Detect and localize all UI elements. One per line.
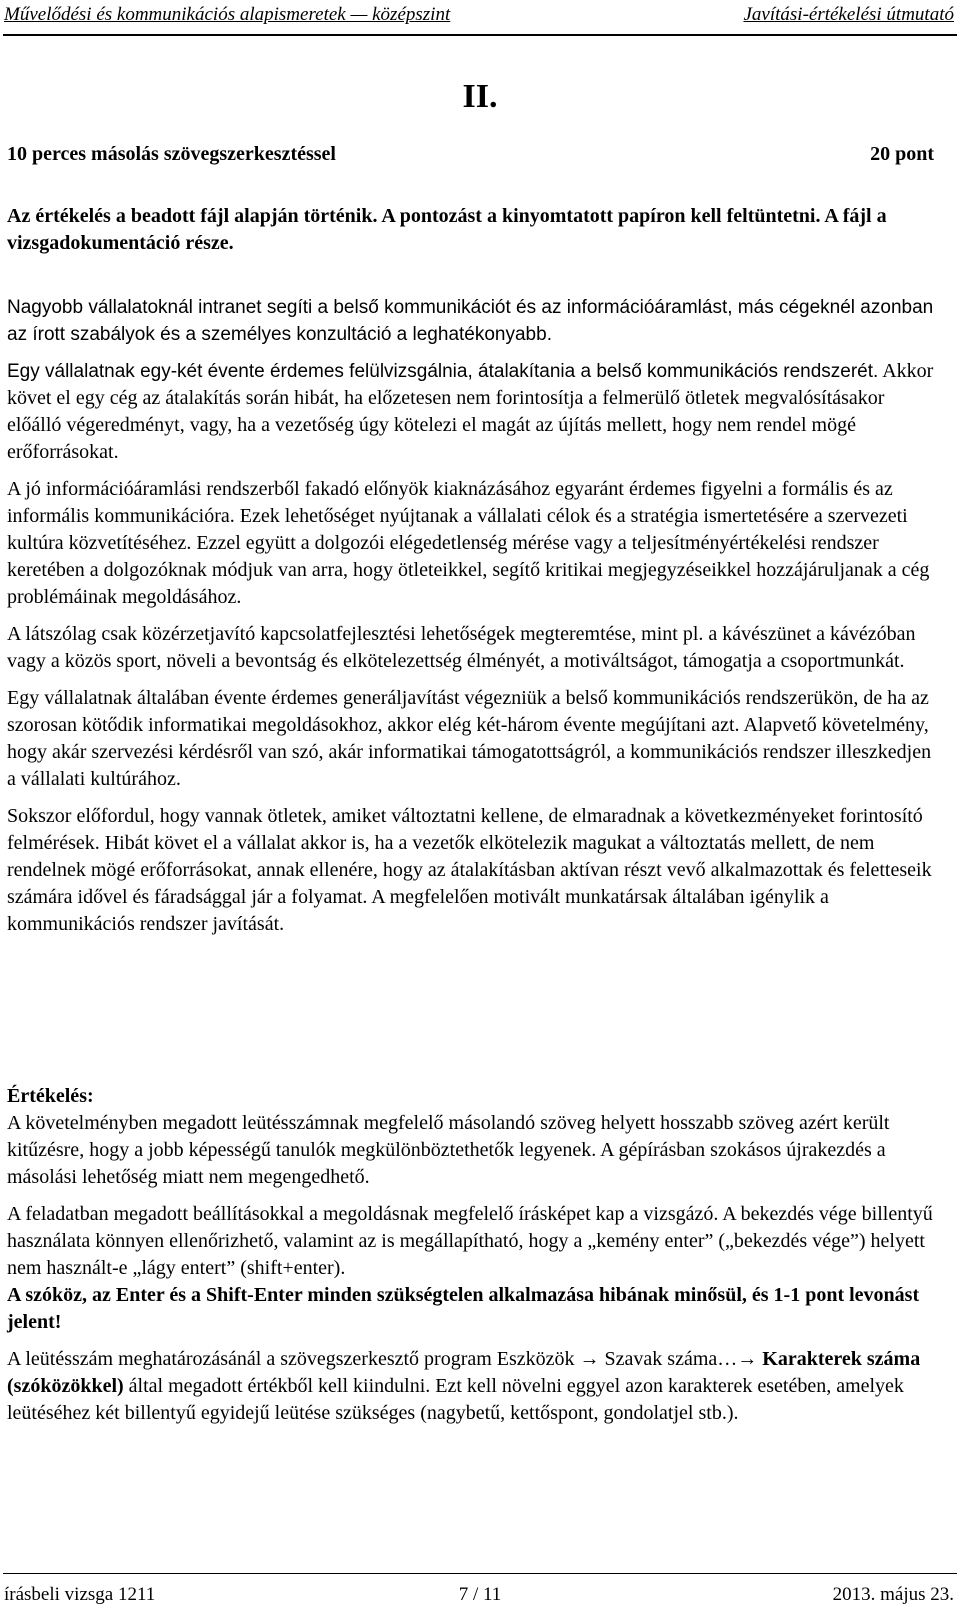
copy-text-block <box>7 294 942 948</box>
copy-paragraph-5: Egy vállalatnak általában évente érdemes generáljavítást végezniük a belső kommunikációs rendszerükön, de ha az szorosan kötődik informatikai megoldásokhoz, akkor elég két-három évente megújítani azt. Alapvető követelmény, hogy akár szervezési kérdésről van szó, akár informatikai támogatottságról, a kommunikációs rendszer illeszkedjen a vállalati kultúrához. <box>7 687 932 790</box>
task-points: 20 pont <box>870 143 934 165</box>
evaluation-penalty-rule: A szóköz, az Enter és a Shift-Enter minden szükségtelen alkalmazása hibának minősül, és 1-1 pont levonást jelent! <box>7 1284 920 1333</box>
evaluation-char-count-label: Karakterek száma (szóközökkel) <box>7 1348 921 1397</box>
copy-paragraph-3: A jó információáramlási rendszerből fakadó előnyök kiaknázásához egyaránt érdemes figyelni a formális és az informális kommunikációra. Ezek lehetőséget nyújtanak a vállalati célok és a stratégia ismertetésére a szervezeti kultúra közvetítéséhez. Ezzel együtt a dolgozói elégedetlenség mérése vagy a teljesítményértékelési rendszer keretében a dolgozóknak módjuk van arra, hogy ötleteikkel, segítő kritikai megjegyzéseikkel hozzájáruljanak a cég problémáinak megoldásához. <box>7 478 930 608</box>
evaluation-section <box>7 1083 942 1437</box>
footer-exam-id: írásbeli vizsga 1211 <box>4 1584 156 1605</box>
evaluation-paragraph-1: A követelményben megadott leütésszámnak megfelelő másolandó szöveg helyett hosszabb szöveg azért került kitűzésre, hogy a jobb képességű tanulók megkülönböztethetők legyenek. A gépírásban szokásos újrakezdés a másolási lehetőség miatt nem megengedhető. <box>7 1112 890 1188</box>
copy-paragraph-6: Sokszor előfordul, hogy vannak ötletek, amiket változtatni kellene, de elmaradnak a következményeket forintosító felmérések. Hibát követ el a vállalat akkor is, ha a vezetők elkötelezik magukat a változtatás mellett, de nem rendelnek mögé erőforrásokat, annak ellenére, hogy az átalakításban aktívan részt vevő alkalmazottak és feletteseik számára idővel és fáradsággal jár a folyamat. A megfelelően motivált munkatársak általában igénylik a kommunikációs rendszer javítását. <box>7 805 932 935</box>
task-title: 10 perces másolás szövegszerkesztéssel <box>7 143 336 165</box>
copy-paragraph-2-sans: Egy vállalatnak egy-két évente érdemes felülvizsgálnia, átalakítania a belső kommunikációs rendszerét. <box>7 361 879 382</box>
copy-paragraph-2-serif: Akkor követ el egy cég az átalakítás során hibát, ha előzetesen nem forintosítja a felmerülő ötletek megvalósításakor előálló végeredményt, vagy, ha a vezetőség úgy kötelezi el magát az újítás mellett, hogy nem rendel mögé erőforrásokat. <box>7 360 934 463</box>
evaluation-heading: Értékelés: <box>7 1085 94 1107</box>
evaluation-paragraph-2 <box>7 1201 942 1336</box>
page-footer <box>0 1584 960 1608</box>
header-subject: Művelődési és kommunikációs alapismeretek — középszint <box>4 4 451 25</box>
copy-paragraph-2 <box>7 358 942 466</box>
copy-paragraph-4: A látszólag csak közérzetjavító kapcsolatfejlesztési lehetőségek megteremtése, mint pl. a kávészünet a kávézóban vagy a közös sport, növeli a bevontság és elkötelezettség élményét, a motiváltságot, támogatja a csoportmunkát. <box>7 623 916 672</box>
page-header <box>0 4 960 28</box>
footer-date: 2013. május 23. <box>832 1584 954 1605</box>
copy-paragraph-1: Nagyobb vállalatoknál intranet segíti a belső kommunikációt és az információáramlást, más cégeknél azonban az írott szabályok és a személyes konzultáció a leghatékonyabb. <box>7 297 934 345</box>
evaluation-paragraph-3-end: által megadott értékből kell kiindulni. Ezt kell növelni eggyel azon karakterek esetében, amelyek leütéséhez két billentyű egyidejű leütése szükséges (nagybetű, kettőspont, gondolatjel stb.). <box>7 1375 904 1424</box>
evaluation-paragraph-3 <box>7 1346 942 1427</box>
evaluation-paragraph-2-text: A feladatban megadott beállításokkal a megoldásnak megfelelő írásképet kap a vizsgázó. A bekezdés vége billentyű használata könnyen ellenőrizhető, valamint az is megállapítható, hogy a „kemény enter” („bekezdés vége”) helyett nem használt-e „lágy entert” (shift+enter). <box>7 1203 933 1279</box>
footer-page-number: 7 / 11 <box>458 1584 502 1605</box>
footer-divider <box>3 1573 957 1574</box>
header-doc-type: Javítási-értékelési útmutató <box>743 4 954 25</box>
evaluation-paragraph-3-start: A leütésszám meghatározásánál a szövegszerkesztő program Eszközök → Szavak száma…→ <box>7 1348 763 1370</box>
header-divider <box>3 34 957 36</box>
evaluation-notice: Az értékelés a beadott fájl alapján történik. A pontozást a kinyomtatott papíron kell feltüntetni. A fájl a vizsgadokumentáció része. <box>7 205 887 254</box>
section-number: II. <box>462 78 498 115</box>
